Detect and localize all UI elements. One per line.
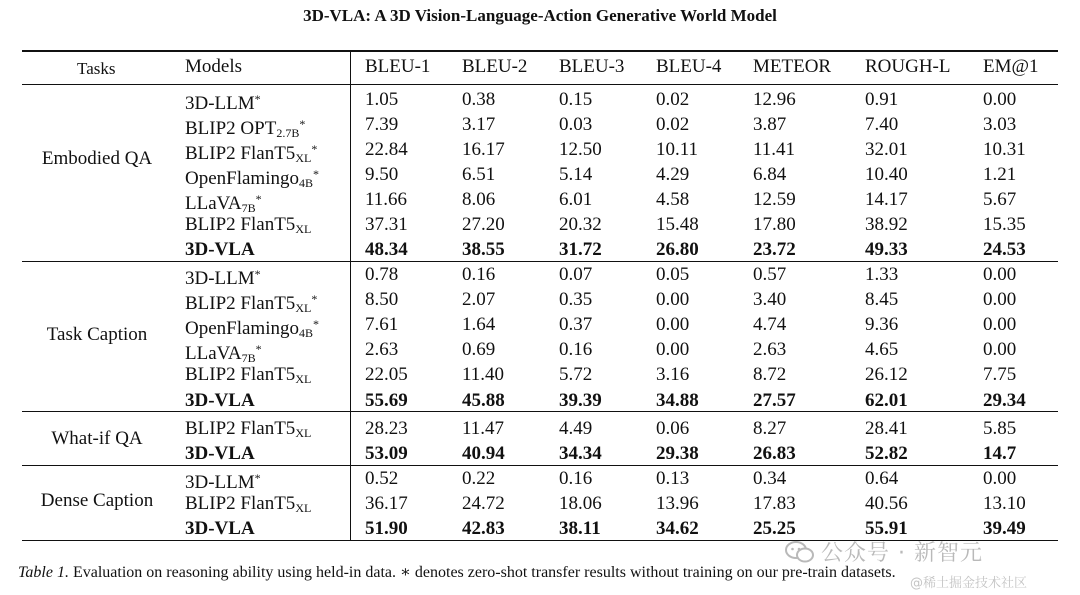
metric-value-cell: 0.03 [559, 114, 593, 135]
zero-shot-marker: * [311, 292, 318, 306]
metric-value-cell: 14.17 [865, 189, 908, 210]
metric-value-cell: 9.36 [865, 314, 899, 335]
metric-value-cell: 1.33 [865, 264, 899, 285]
metric-value-cell: 5.14 [559, 164, 593, 185]
metric-value-cell: 55.91 [865, 518, 908, 539]
task-group-label: Task Caption [46, 324, 148, 345]
model-name: 3D-VLA [185, 390, 255, 411]
metric-value-cell: 0.06 [656, 418, 690, 439]
metric-value-cell: 4.49 [559, 418, 593, 439]
metric-value-cell: 0.00 [983, 289, 1017, 310]
caption-label: Table 1. [18, 564, 69, 581]
metric-value-cell: 0.38 [462, 89, 496, 110]
metric-value-cell: 12.59 [753, 189, 796, 210]
metric-value-cell: 24.72 [462, 493, 505, 514]
metric-value-cell: 12.50 [559, 139, 602, 160]
metric-value-cell: 13.96 [656, 493, 699, 514]
model-size-subscript: 7B [241, 201, 256, 215]
metric-value-cell: 36.17 [365, 493, 408, 514]
group-separator-rule [22, 411, 1058, 412]
metric-value-cell: 53.09 [365, 443, 408, 464]
caption-text: Evaluation on reasoning ability using held-in data. ∗ denotes zero-shot transfer results without training on our pre-train datasets. [68, 564, 896, 581]
metric-value-cell: 0.34 [753, 468, 787, 489]
metric-value-cell: 0.78 [365, 264, 399, 285]
model-name-cell [185, 516, 255, 541]
metric-value-cell: 4.65 [865, 339, 899, 360]
metric-value-cell: 0.00 [983, 468, 1017, 489]
model-name: BLIP2 OPT [185, 118, 277, 139]
model-size-subscript: 4B [299, 176, 314, 190]
metric-value-cell: 26.80 [656, 239, 699, 260]
model-name: 3D-VLA [185, 443, 255, 464]
metric-value-cell: 52.82 [865, 443, 908, 464]
group-separator-rule [22, 465, 1058, 466]
metric-value-cell: 34.88 [656, 390, 699, 411]
metric-value-cell: 8.50 [365, 289, 399, 310]
metric-value-cell: 12.96 [753, 89, 796, 110]
zero-shot-marker: * [254, 92, 261, 106]
header-metric-bleu-4: BLEU-4 [656, 56, 722, 77]
metric-value-cell: 42.83 [462, 518, 505, 539]
metric-value-cell: 0.07 [559, 264, 593, 285]
metric-value-cell: 37.31 [365, 214, 408, 235]
header-metric-bleu-3: BLEU-3 [559, 56, 625, 77]
metric-value-cell: 0.00 [656, 314, 690, 335]
model-size-subscript: XL [295, 222, 312, 236]
metric-value-cell: 8.45 [865, 289, 899, 310]
metric-value-cell: 18.06 [559, 493, 602, 514]
metric-value-cell: 28.41 [865, 418, 908, 439]
paper-running-title: 3D-VLA: A 3D Vision-Language-Action Generative World Model [303, 6, 777, 25]
model-name: BLIP2 FlanT5 [185, 214, 296, 235]
model-name: 3D-LLM [185, 472, 255, 493]
metric-value-cell: 34.34 [559, 443, 602, 464]
model-size-subscript: XL [295, 301, 312, 315]
metric-value-cell: 39.39 [559, 390, 602, 411]
metric-value-cell: 0.91 [865, 89, 899, 110]
metric-value-cell: 34.62 [656, 518, 699, 539]
wechat-icon [785, 541, 815, 563]
metric-value-cell: 0.02 [656, 89, 690, 110]
metric-value-cell: 3.17 [462, 114, 496, 135]
metric-value-cell: 6.01 [559, 189, 593, 210]
metric-value-cell: 6.51 [462, 164, 496, 185]
metric-value-cell: 6.84 [753, 164, 787, 185]
metric-value-cell: 22.05 [365, 364, 408, 385]
metric-value-cell: 28.23 [365, 418, 408, 439]
metric-value-cell: 62.01 [865, 390, 908, 411]
metric-value-cell: 7.39 [365, 114, 399, 135]
header-metric-em-1: EM@1 [983, 56, 1039, 77]
metric-value-cell: 0.35 [559, 289, 593, 310]
model-size-subscript: XL [295, 151, 312, 165]
metric-value-cell: 0.00 [983, 264, 1017, 285]
metric-value-cell: 10.40 [865, 164, 908, 185]
metric-value-cell: 3.03 [983, 114, 1017, 135]
metric-value-cell: 11.47 [462, 418, 505, 439]
metric-value-cell: 38.55 [462, 239, 505, 260]
metric-value-cell: 10.11 [656, 139, 699, 160]
model-name: 3D-VLA [185, 239, 255, 260]
model-size-subscript: 4B [299, 326, 314, 340]
metric-value-cell: 0.37 [559, 314, 593, 335]
metric-value-cell: 0.05 [656, 264, 690, 285]
model-name-cell [185, 441, 255, 466]
model-name: BLIP2 FlanT5 [185, 493, 296, 514]
metric-value-cell: 20.32 [559, 214, 602, 235]
metric-value-cell: 10.31 [983, 139, 1026, 160]
metric-value-cell: 17.83 [753, 493, 796, 514]
table-top-rule [22, 50, 1058, 52]
metric-value-cell: 55.69 [365, 390, 408, 411]
metric-value-cell: 5.67 [983, 189, 1017, 210]
metric-value-cell: 2.63 [365, 339, 399, 360]
header-metric-rough-l: ROUGH-L [865, 56, 951, 77]
metric-value-cell: 0.00 [983, 339, 1017, 360]
model-size-subscript: XL [295, 426, 312, 440]
zero-shot-marker: * [255, 192, 262, 206]
metric-value-cell: 29.38 [656, 443, 699, 464]
model-name: LLaVA [185, 343, 242, 364]
metric-value-cell: 16.17 [462, 139, 505, 160]
task-group-label: Dense Caption [40, 490, 154, 511]
model-size-subscript: XL [295, 372, 312, 386]
model-size-subscript: XL [295, 501, 312, 515]
model-name: 3D-LLM [185, 93, 255, 114]
metric-value-cell: 3.16 [656, 364, 690, 385]
metric-value-cell: 13.10 [983, 493, 1026, 514]
metric-value-cell: 40.56 [865, 493, 908, 514]
metric-value-cell: 7.40 [865, 114, 899, 135]
metric-value-cell: 38.92 [865, 214, 908, 235]
metric-value-cell: 23.72 [753, 239, 796, 260]
model-name: 3D-VLA [185, 518, 255, 539]
table-column-divider [350, 50, 351, 540]
metric-value-cell: 11.41 [753, 139, 796, 160]
model-name-cell [185, 237, 255, 262]
header-models: Models [185, 56, 242, 77]
metric-value-cell: 0.57 [753, 264, 787, 285]
metric-value-cell: 49.33 [865, 239, 908, 260]
model-name: OpenFlamingo [185, 318, 299, 339]
zero-shot-marker: * [313, 167, 320, 181]
table-caption [18, 562, 896, 582]
model-name: BLIP2 FlanT5 [185, 143, 296, 164]
metric-value-cell: 15.35 [983, 214, 1026, 235]
metric-value-cell: 0.00 [656, 289, 690, 310]
metric-value-cell: 0.64 [865, 468, 899, 489]
metric-value-cell: 45.88 [462, 390, 505, 411]
metric-value-cell: 32.01 [865, 139, 908, 160]
metric-value-cell: 4.74 [753, 314, 787, 335]
zero-shot-marker: * [299, 117, 306, 131]
metric-value-cell: 17.80 [753, 214, 796, 235]
metric-value-cell: 39.49 [983, 518, 1026, 539]
model-size-subscript: 7B [241, 351, 256, 365]
metric-value-cell: 14.7 [983, 443, 1017, 464]
metric-value-cell: 7.61 [365, 314, 399, 335]
zero-shot-marker: * [313, 317, 320, 331]
metric-value-cell: 38.11 [559, 518, 601, 539]
metric-value-cell: 22.84 [365, 139, 408, 160]
metric-value-cell: 0.00 [656, 339, 690, 360]
metric-value-cell: 0.15 [559, 89, 593, 110]
metric-value-cell: 51.90 [365, 518, 408, 539]
metric-value-cell: 0.13 [656, 468, 690, 489]
group-separator-rule [22, 261, 1058, 262]
metric-value-cell: 29.34 [983, 390, 1026, 411]
task-group-label: Embodied QA [41, 148, 153, 169]
header-metric-meteor: METEOR [753, 56, 832, 77]
metric-value-cell: 27.57 [753, 390, 796, 411]
metric-value-cell: 3.40 [753, 289, 787, 310]
metric-value-cell: 3.87 [753, 114, 787, 135]
metric-value-cell: 24.53 [983, 239, 1026, 260]
model-name: OpenFlamingo [185, 168, 299, 189]
metric-value-cell: 1.05 [365, 89, 399, 110]
metric-value-cell: 0.16 [462, 264, 496, 285]
metric-value-cell: 40.94 [462, 443, 505, 464]
metric-value-cell: 0.69 [462, 339, 496, 360]
metric-value-cell: 8.27 [753, 418, 787, 439]
metric-value-cell: 27.20 [462, 214, 505, 235]
metric-value-cell: 4.29 [656, 164, 690, 185]
header-tasks: Tasks [77, 59, 116, 78]
model-name-cell [185, 388, 255, 413]
zero-shot-marker: * [311, 142, 318, 156]
metric-value-cell: 0.22 [462, 468, 496, 489]
model-name: BLIP2 FlanT5 [185, 364, 296, 385]
task-group-label: What-if QA [51, 428, 143, 449]
metric-value-cell: 5.85 [983, 418, 1017, 439]
metric-value-cell: 48.34 [365, 239, 408, 260]
metric-value-cell: 8.06 [462, 189, 496, 210]
metric-value-cell: 31.72 [559, 239, 602, 260]
metric-value-cell: 0.52 [365, 468, 399, 489]
metric-value-cell: 0.02 [656, 114, 690, 135]
metric-value-cell: 0.00 [983, 89, 1017, 110]
metric-value-cell: 4.58 [656, 189, 690, 210]
metric-value-cell: 8.72 [753, 364, 787, 385]
metric-value-cell: 1.21 [983, 164, 1017, 185]
metric-value-cell: 26.83 [753, 443, 796, 464]
header-metric-bleu-2: BLEU-2 [462, 56, 528, 77]
metric-value-cell: 2.07 [462, 289, 496, 310]
watermark-primary: 公众号 · 新智元 [785, 536, 983, 567]
metric-value-cell: 11.66 [365, 189, 408, 210]
metric-value-cell: 1.64 [462, 314, 496, 335]
model-name: LLaVA [185, 193, 242, 214]
metric-value-cell: 26.12 [865, 364, 908, 385]
metric-value-cell: 15.48 [656, 214, 699, 235]
metric-value-cell: 9.50 [365, 164, 399, 185]
metric-value-cell: 25.25 [753, 518, 796, 539]
model-name: BLIP2 FlanT5 [185, 418, 296, 439]
metric-value-cell: 0.16 [559, 468, 593, 489]
header-metric-bleu-1: BLEU-1 [365, 56, 431, 77]
metric-value-cell: 11.40 [462, 364, 505, 385]
metric-value-cell: 7.75 [983, 364, 1017, 385]
metric-value-cell: 2.63 [753, 339, 787, 360]
metric-value-cell: 0.00 [983, 314, 1017, 335]
zero-shot-marker: * [254, 471, 261, 485]
model-size-subscript: 2.7B [276, 126, 300, 140]
model-name: 3D-LLM [185, 268, 255, 289]
metric-value-cell: 0.16 [559, 339, 593, 360]
watermark-secondary: @稀土掘金技术社区 [910, 576, 1028, 591]
zero-shot-marker: * [255, 342, 262, 356]
metric-value-cell: 5.72 [559, 364, 593, 385]
zero-shot-marker: * [254, 267, 261, 281]
model-name: BLIP2 FlanT5 [185, 293, 296, 314]
table-header-rule [22, 84, 1058, 85]
